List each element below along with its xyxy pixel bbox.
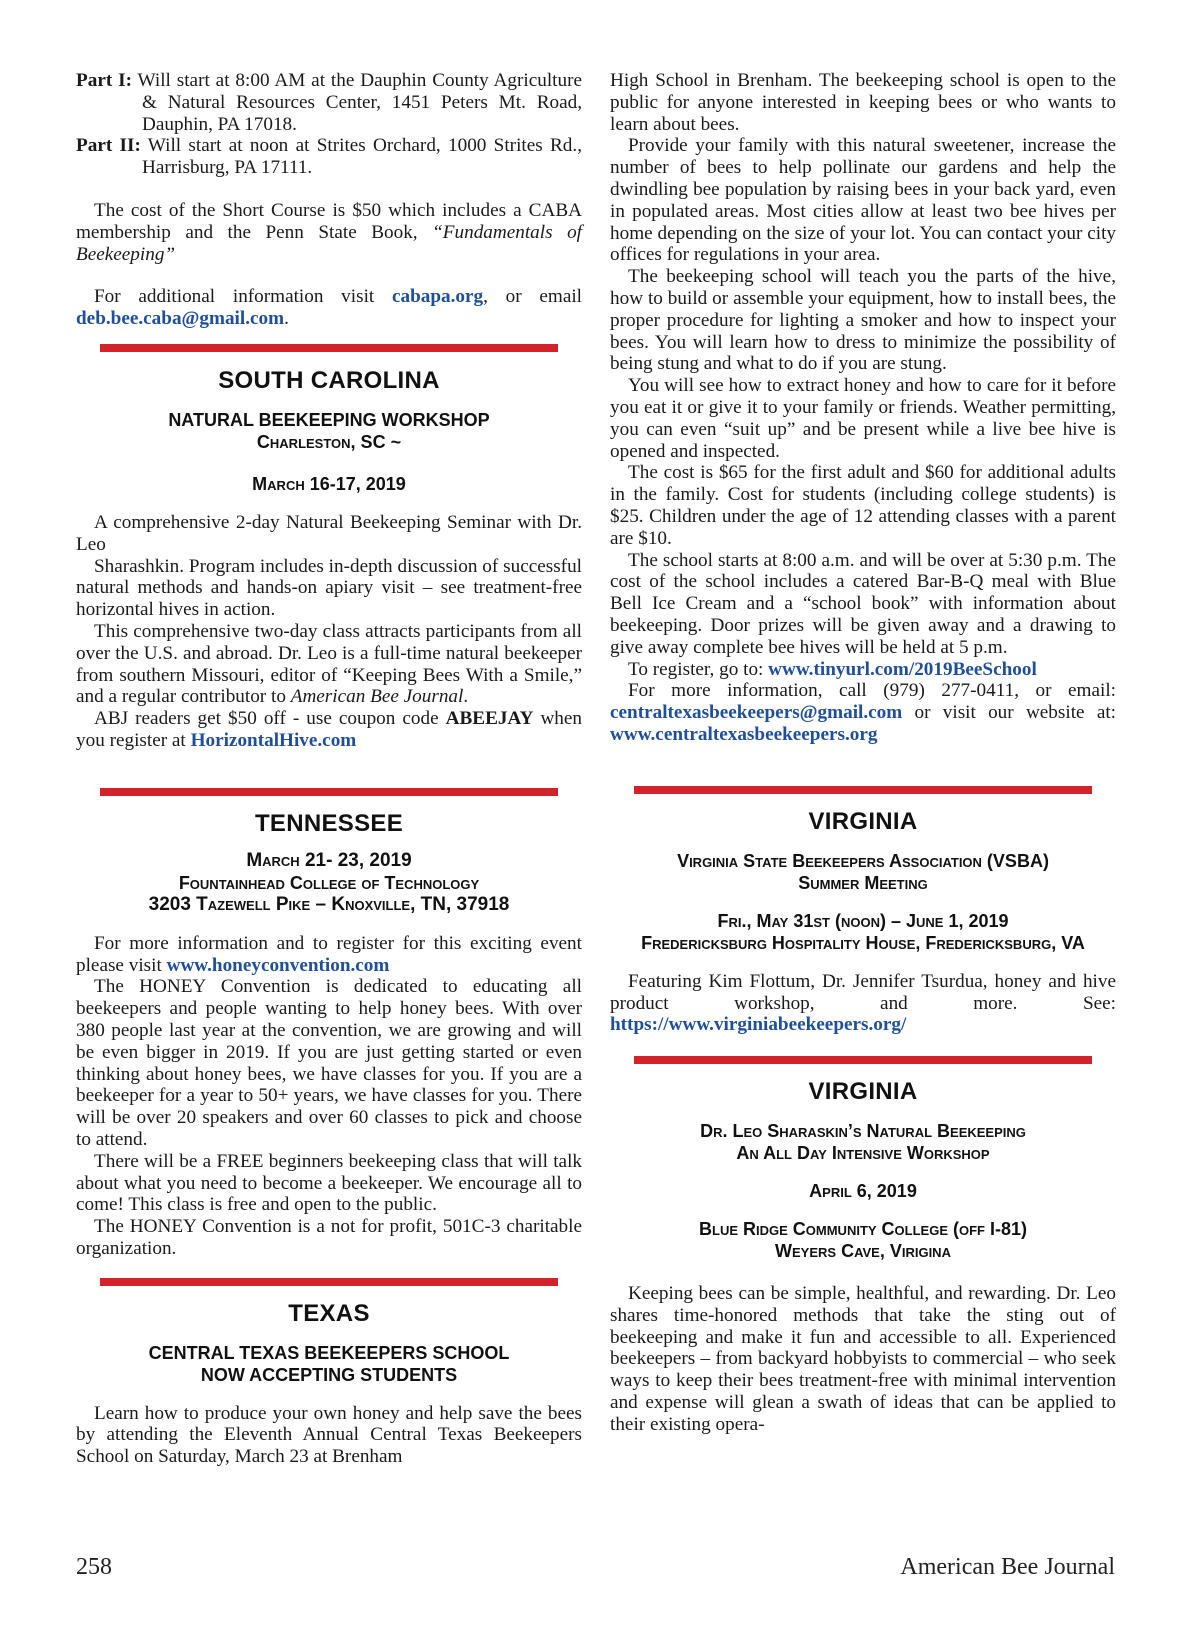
va2-subtitle-2: An All Day Intensive Workshop xyxy=(736,1143,990,1164)
sc-paragraph-1a: A comprehensive 2-day Natural Beekeeping Seminar with Dr. Leo xyxy=(76,511,582,555)
sc-paragraph-1b: Sharashkin. Program includes in-depth discussion of successful natural methods and hands-on apiary visit – see treatment-free horizontal hives in action. xyxy=(76,555,582,621)
tx-p8-mid: or visit our website at: xyxy=(902,702,1116,724)
tn-paragraph-2: The HONEY Convention is dedicated to educating all beekeepers and people wanting to help honey bees. With over 380 people last year at the convention, we are growing and will be even bigger in 2019. If you are just getting started or even thinking about honey bees, we have classes for you. If you are a beekeeper for a year to 50+ years, we have classes for you. There will be over 20 speakers and over 60 classes to pick and choose to attend. xyxy=(76,976,582,1150)
sc-location: Charleston, SC ~ xyxy=(256,431,402,452)
tn-address: 3203 Tazewell Pike – Knoxville, TN, 37918 xyxy=(148,893,510,915)
cabapa-link[interactable]: cabapa.org xyxy=(391,286,484,308)
virginia-beekeepers-link[interactable]: https://www.virginiabeekeepers.org/ xyxy=(610,1014,907,1036)
va1-date: Fri., May 31st (noon) – June 1, 2019 xyxy=(717,910,1009,931)
texas-title: TEXAS xyxy=(288,1299,370,1327)
va2-date: April 6, 2019 xyxy=(809,1181,917,1202)
section-divider-virginia-1 xyxy=(634,786,1092,794)
pa-info-text: For additional information visit xyxy=(94,286,392,308)
tx-paragraph-2: Provide your family with this natural sweetener, increase the number of bees to help pollinate our gardens and help the dwindling bee population by raising bees in your back yard, even in populated areas. Most cities allow at least two bee hives per home depending on the size of your lot. You can contact your city offices for regulations in your area. xyxy=(610,135,1116,266)
va1-org-line-2: Summer Meeting xyxy=(798,872,928,893)
pa-book-title: “Fundamentals of Beekeeping” xyxy=(76,221,582,265)
va2-paragraph-1: Keeping bees can be simple, healthful, and rewarding. Dr. Leo shares time-honored methods that take the sting out of beekeeping and make it fun and accessible to all. Experienced beekeepers – from backyard hobbyists to commercial – who seek ways to keep their bees treatment-free with minimal intervention and expense will glean a swath of ideas that can be applied to their existing opera- xyxy=(610,1283,1116,1435)
sc-p2-text: This comprehensive two-day class attracts participants from all over the U.S. and abroad. Dr. Leo is a full-time natural beekeeper from southern Missouri, editor of “Keeping Bees With a Smile,” and a regular contributor to xyxy=(76,620,582,708)
south-carolina-title: SOUTH CAROLINA xyxy=(218,366,440,394)
tx-paragraph-8 xyxy=(610,680,1116,745)
section-divider-south-carolina xyxy=(100,344,558,352)
part-one-label: Part I: xyxy=(76,70,132,91)
sc-event-name: NATURAL BEEKEEPING WORKSHOP xyxy=(168,409,490,430)
page-number: 258 xyxy=(76,1554,112,1580)
sc-magazine-title: American Bee Journal xyxy=(290,686,464,708)
tx-paragraph-1: Learn how to produce your own honey and help save the bees by attending the Eleventh Annual Central Texas Beekeepers School on Saturday, March 23 at Brenham xyxy=(76,1402,582,1468)
va2-subtitle-1: Dr. Leo Sharaskin’s Natural Beekeeping xyxy=(700,1121,1026,1142)
va2-venue-1: Blue Ridge Community College (off I-81) xyxy=(699,1219,1027,1240)
tn-paragraph-1 xyxy=(76,933,582,977)
pa-cost-paragraph xyxy=(76,200,582,265)
sc-p3-mid: when you register at xyxy=(76,708,583,751)
tx-paragraph-7 xyxy=(610,659,1116,681)
tx-paragraph-4: You will see how to extract honey and how to care for it before you eat it or give it to your family or friends. Weather permitting, you can even “suit up” and be present while a live bee hive is opened and inspected. xyxy=(610,375,1116,462)
pa-cost-text: The cost of the Short Course is $50 which includes a CABA membership and the Penn State Book, xyxy=(76,199,582,243)
bee-school-link[interactable]: www.tinyurl.com/2019BeeSchool xyxy=(768,658,1037,680)
pa-info-paragraph xyxy=(76,286,582,330)
left-column xyxy=(76,70,582,1468)
section-divider-tennessee xyxy=(100,788,558,796)
sc-paragraph-2 xyxy=(76,621,582,708)
ctb-email-link[interactable]: centraltexasbeekeepers@gmail.com xyxy=(610,702,903,724)
tx-paragraph-3: The beekeeping school will teach you the parts of the hive, how to build or assemble your equipment, how to install bees, the proper procedure for lighting a smoker and how to inspect your bees. You will learn how to dress to minimize the possibility of being stung and what to do if you are stung. xyxy=(610,266,1116,375)
tx-p7-text: To register, go to: xyxy=(628,658,769,680)
tx-paragraph-5: The cost is $65 for the first adult and $60 for additional adults in the family. Cost for students (including college students) is $25. Children under the age of 12 attending classes with a parent are $10. xyxy=(610,462,1116,549)
virginia-title-2: VIRGINIA xyxy=(808,1078,918,1106)
tx-subtitle-1: CENTRAL TEXAS BEEKEEPERS SCHOOL xyxy=(148,1342,510,1363)
va1-paragraph-1 xyxy=(610,971,1116,1036)
tn-paragraph-4: The HONEY Convention is a not for profit, 501C-3 charitable organization. xyxy=(76,1216,582,1259)
right-column xyxy=(610,70,1116,1436)
tx-paragraph-1-cont: High School in Brenham. The beekeeping school is open to the public for anyone interested in keeping bees or who wants to learn about bees. xyxy=(610,70,1116,135)
virginia-title-1: VIRGINIA xyxy=(808,807,918,835)
journal-name: American Bee Journal xyxy=(900,1554,1115,1580)
part-two-line xyxy=(76,135,582,179)
sc-p3-text: ABJ readers get $50 off - use coupon code xyxy=(94,708,446,730)
tx-paragraph-6: The school starts at 8:00 a.m. and will be over at 5:30 p.m. The cost of the school includes a catered Bar-B-Q meal with Blue Bell Ice Cream and a “school book” with information about beekeeping. Door prizes will be given away and a drawing to give away complete bee hives will be held at 5 p.m. xyxy=(610,549,1116,658)
tn-paragraph-3: There will be a FREE beginners beekeeping class that will talk about what you need to become a beekeeper. We encourage all to come! This class is free and open to the public. xyxy=(76,1150,582,1216)
tx-subtitle-2: NOW ACCEPTING STUDENTS xyxy=(200,1364,458,1385)
section-divider-texas xyxy=(100,1278,558,1286)
va1-venue: Fredericksburg Hospitality House, Fredericksburg, VA xyxy=(641,932,1085,953)
part-two-text: Will start at noon at Strites Orchard, 1000 Strites Rd., Harrisburg, PA 17111. xyxy=(142,135,582,179)
caba-email-link[interactable]: deb.bee.caba@gmail.com xyxy=(76,308,285,330)
va2-venue-2: Weyers Cave, Virigina xyxy=(775,1241,951,1262)
tn-venue: Fountainhead College of Technology xyxy=(178,872,480,893)
va1-org-line-1: Virginia State Beekeepers Association (VSBA) xyxy=(677,850,1049,871)
part-two-label: Part II: xyxy=(76,135,141,157)
sc-date: March 16-17, 2019 xyxy=(252,473,406,494)
pa-info-mid: , or email xyxy=(483,286,582,308)
pa-info-end: . xyxy=(284,308,289,330)
horizontal-hive-link[interactable]: HorizontalHive.com xyxy=(190,729,357,751)
sc-coupon-code: ABEEJAY xyxy=(445,708,534,730)
tx-p8-text: For more information, call (979) 277-0411, or email: xyxy=(628,680,1116,702)
sc-p2-end: . xyxy=(463,686,469,708)
honey-convention-link[interactable]: www.honeyconvention.com xyxy=(166,954,390,976)
tn-date: March 21- 23, 2019 xyxy=(246,849,412,871)
tn-p1-text: For more information and to register for this exciting event please visit xyxy=(76,932,582,976)
part-one-text: Will start at 8:00 AM at the Dauphin County Agriculture & Natural Resources Center, 1451 Peters Mt. Road, Dauphin, PA 17018. xyxy=(137,70,582,135)
sc-paragraph-3 xyxy=(76,708,582,752)
section-divider-virginia-2 xyxy=(634,1056,1092,1064)
va1-p1-text: Featuring Kim Flottum, Dr. Jennifer Tsurdua, honey and hive product workshop, and more. See: xyxy=(610,970,1116,1014)
ctb-website-link[interactable]: www.centraltexasbeekeepers.org xyxy=(610,723,878,745)
part-one-line xyxy=(76,70,582,135)
tennessee-title: TENNESSEE xyxy=(254,809,404,837)
